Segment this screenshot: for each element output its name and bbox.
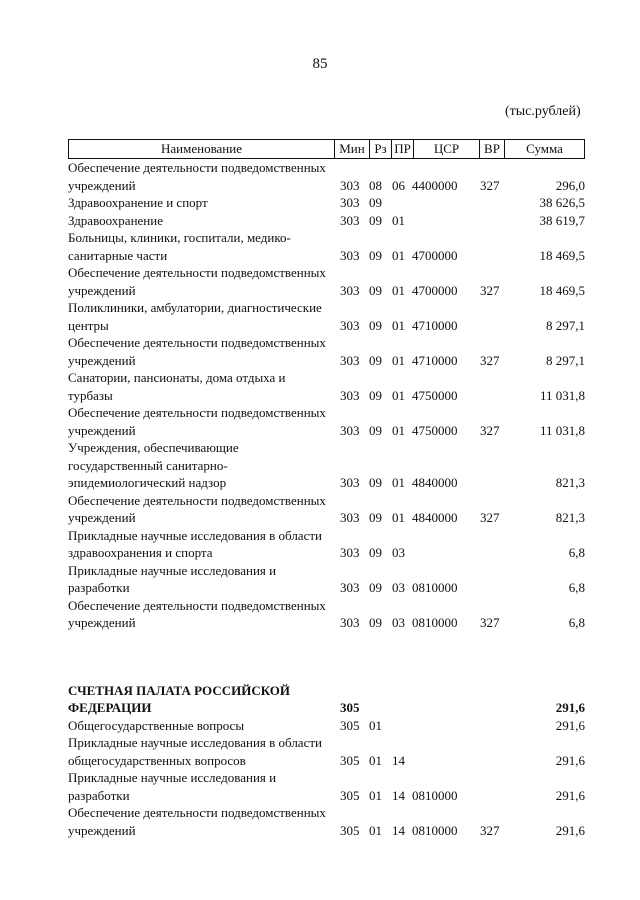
row-codes (334, 177, 585, 195)
row-codes (334, 544, 585, 562)
table-row (68, 597, 585, 632)
row-rz: 08 (369, 177, 382, 193)
row-csr: 4750000 (412, 422, 458, 438)
row-pr: 01 (392, 422, 405, 438)
row-pr: 01 (392, 475, 405, 490)
row-min: 305 (340, 787, 360, 803)
row-sum: 11 031,8 (539, 422, 585, 438)
row-sum: 6,8 (568, 615, 585, 630)
row-name: Здравоохранение (68, 212, 163, 228)
row-codes (334, 317, 585, 335)
row-rz: 09 (369, 422, 382, 438)
page-number: 85 (312, 56, 328, 72)
row-vr: 327 (480, 822, 500, 838)
row-csr: 4700000 (412, 282, 458, 298)
row-pr: 01 (392, 510, 405, 525)
row-codes (334, 699, 585, 717)
section-spacer (68, 632, 585, 682)
row-rz: 01 (369, 717, 382, 733)
row-rz: 09 (369, 615, 382, 630)
row-rz: 01 (369, 822, 382, 838)
row-codes (334, 474, 585, 492)
row-csr: 0810000 (412, 615, 458, 630)
table-row (68, 527, 585, 562)
row-csr: 4840000 (412, 510, 458, 525)
table-body-ministry-303 (68, 159, 585, 632)
row-name: Прикладные научные исследования в области общегосударственных вопросов (68, 735, 322, 768)
row-sum: 38 619,7 (539, 212, 585, 228)
row-pr: 01 (392, 387, 405, 403)
row-min: 305 (340, 822, 360, 838)
table-row (68, 562, 585, 597)
row-codes (334, 717, 585, 735)
row-name: Прикладные научные исследования в области здравоохранения и спорта (68, 527, 322, 560)
row-rz: 09 (369, 387, 382, 403)
row-sum: 291,6 (555, 822, 585, 838)
header-csr: ЦСР (413, 140, 479, 158)
row-csr: 0810000 (412, 787, 458, 803)
row-vr: 327 (480, 510, 500, 525)
row-codes (334, 282, 585, 300)
row-rz: 09 (369, 510, 382, 525)
row-min: 303 (340, 212, 360, 228)
header-sum: Сумма (504, 140, 585, 158)
row-codes (334, 614, 585, 632)
row-min: 303 (340, 317, 360, 333)
row-min: 303 (340, 510, 360, 525)
row-rz: 09 (369, 545, 382, 560)
row-min: 305 (340, 700, 360, 715)
row-rz: 09 (369, 317, 382, 333)
row-name: Обеспечение деятельности подведомственных учреждений (68, 805, 326, 838)
row-rz: 01 (369, 752, 382, 768)
row-pr: 01 (392, 212, 405, 228)
row-name: Санатории, пансионаты, дома отдыха и турбазы (68, 370, 286, 403)
row-sum: 296,0 (555, 177, 585, 193)
row-min: 303 (340, 282, 360, 298)
table-row (68, 682, 585, 717)
row-pr: 14 (392, 787, 405, 803)
row-codes (334, 247, 585, 265)
row-csr: 4840000 (412, 475, 458, 490)
row-name: Обеспечение деятельности подведомственных учреждений (68, 160, 326, 193)
row-sum: 18 469,5 (539, 282, 585, 298)
row-sum: 11 031,8 (539, 387, 585, 403)
row-rz: 09 (369, 195, 382, 210)
row-pr: 01 (392, 317, 405, 333)
table-row (68, 717, 585, 735)
row-sum: 18 469,5 (539, 247, 585, 263)
row-pr: 03 (392, 615, 405, 630)
table-row (68, 404, 585, 439)
header-min: Мин (334, 140, 369, 158)
row-min: 303 (340, 545, 360, 560)
row-codes (334, 787, 585, 805)
row-rz: 09 (369, 247, 382, 263)
row-vr: 327 (480, 352, 500, 368)
row-rz: 09 (369, 352, 382, 368)
row-codes (334, 509, 585, 527)
row-csr: 4710000 (412, 317, 458, 333)
row-codes (334, 352, 585, 370)
budget-table (68, 139, 585, 839)
row-pr: 01 (392, 247, 405, 263)
row-pr: 01 (392, 352, 405, 368)
row-min: 303 (340, 387, 360, 403)
row-name: Обеспечение деятельности подведомственных учреждений (68, 597, 326, 630)
table-row (68, 334, 585, 369)
table-row (68, 439, 585, 492)
row-vr: 327 (480, 422, 500, 438)
row-min: 303 (340, 475, 360, 490)
row-codes (334, 422, 585, 440)
row-min: 303 (340, 195, 360, 210)
row-sum: 291,6 (555, 717, 585, 733)
table-row (68, 492, 585, 527)
row-codes (334, 752, 585, 770)
table-row (68, 229, 585, 264)
row-sum: 291,6 (555, 752, 585, 768)
row-vr: 327 (480, 615, 500, 630)
row-sum: 8 297,1 (546, 352, 585, 368)
row-name: Общегосударственные вопросы (68, 717, 245, 733)
header-pr: ПР (391, 140, 413, 158)
row-name: Больницы, клиники, госпитали, медико-санитарные части (68, 230, 291, 263)
header-name: Наименование (68, 140, 334, 158)
row-pr: 01 (392, 282, 405, 298)
row-codes (334, 212, 585, 230)
row-csr: 0810000 (412, 580, 458, 595)
table-header (68, 139, 585, 159)
row-rz: 09 (369, 212, 382, 228)
row-name: Обеспечение деятельности подведомственных учреждений (68, 335, 326, 368)
row-csr: 4750000 (412, 387, 458, 403)
table-row (68, 264, 585, 299)
table-row (68, 159, 585, 194)
table-row (68, 769, 585, 804)
table-body-ministry-305 (68, 682, 585, 840)
row-name: СЧЕТНАЯ ПАЛАТА РОССИЙСКОЙ ФЕДЕРАЦИИ (68, 682, 291, 715)
row-name: Обеспечение деятельности подведомственных учреждений (68, 265, 326, 298)
row-name: Учреждения, обеспечивающие государственный санитарно-эпидемиологический надзор (68, 440, 239, 490)
row-pr: 06 (392, 177, 405, 193)
row-pr: 03 (392, 580, 405, 595)
row-name: Обеспечение деятельности подведомственных учреждений (68, 492, 326, 525)
table-row (68, 212, 585, 230)
row-sum: 291,6 (555, 700, 585, 715)
row-name: Поликлиники, амбулатории, диагностические центры (68, 300, 322, 333)
row-min: 303 (340, 422, 360, 438)
row-min: 303 (340, 615, 360, 630)
row-pr: 14 (392, 822, 405, 838)
row-name: Здравоохранение и спорт (68, 195, 208, 210)
row-min: 303 (340, 247, 360, 263)
row-sum: 6,8 (568, 580, 585, 595)
row-rz: 09 (369, 475, 382, 490)
row-sum: 821,3 (555, 475, 585, 490)
row-min: 303 (340, 177, 360, 193)
row-csr: 4700000 (412, 247, 458, 263)
row-csr: 4400000 (412, 177, 458, 193)
row-vr: 327 (480, 282, 500, 298)
row-sum: 8 297,1 (546, 317, 585, 333)
row-min: 305 (340, 752, 360, 768)
row-sum: 291,6 (555, 787, 585, 803)
row-csr: 0810000 (412, 822, 458, 838)
header-rz: Рз (369, 140, 391, 158)
table-row (68, 804, 585, 839)
row-vr: 327 (480, 177, 500, 193)
table-row (68, 299, 585, 334)
header-vr: ВР (479, 140, 504, 158)
row-pr: 03 (392, 545, 405, 560)
units-label: (тыс.рублей) (505, 104, 581, 119)
row-csr: 4710000 (412, 352, 458, 368)
table-row (68, 369, 585, 404)
row-codes (334, 387, 585, 405)
row-min: 303 (340, 352, 360, 368)
row-name: Прикладные научные исследования и разработки (68, 770, 277, 803)
row-name: Обеспечение деятельности подведомственных учреждений (68, 405, 326, 438)
row-codes (334, 579, 585, 597)
row-min: 303 (340, 580, 360, 595)
row-rz: 09 (369, 282, 382, 298)
row-rz: 09 (369, 580, 382, 595)
row-sum: 38 626,5 (539, 195, 585, 210)
table-row (68, 194, 585, 212)
row-rz: 01 (369, 787, 382, 803)
row-min: 305 (340, 717, 360, 733)
table-row (68, 734, 585, 769)
row-sum: 6,8 (568, 545, 585, 560)
row-name: Прикладные научные исследования и разработки (68, 562, 277, 595)
row-codes (334, 822, 585, 840)
row-codes (334, 194, 585, 212)
row-pr: 14 (392, 752, 405, 768)
row-sum: 821,3 (555, 510, 585, 525)
